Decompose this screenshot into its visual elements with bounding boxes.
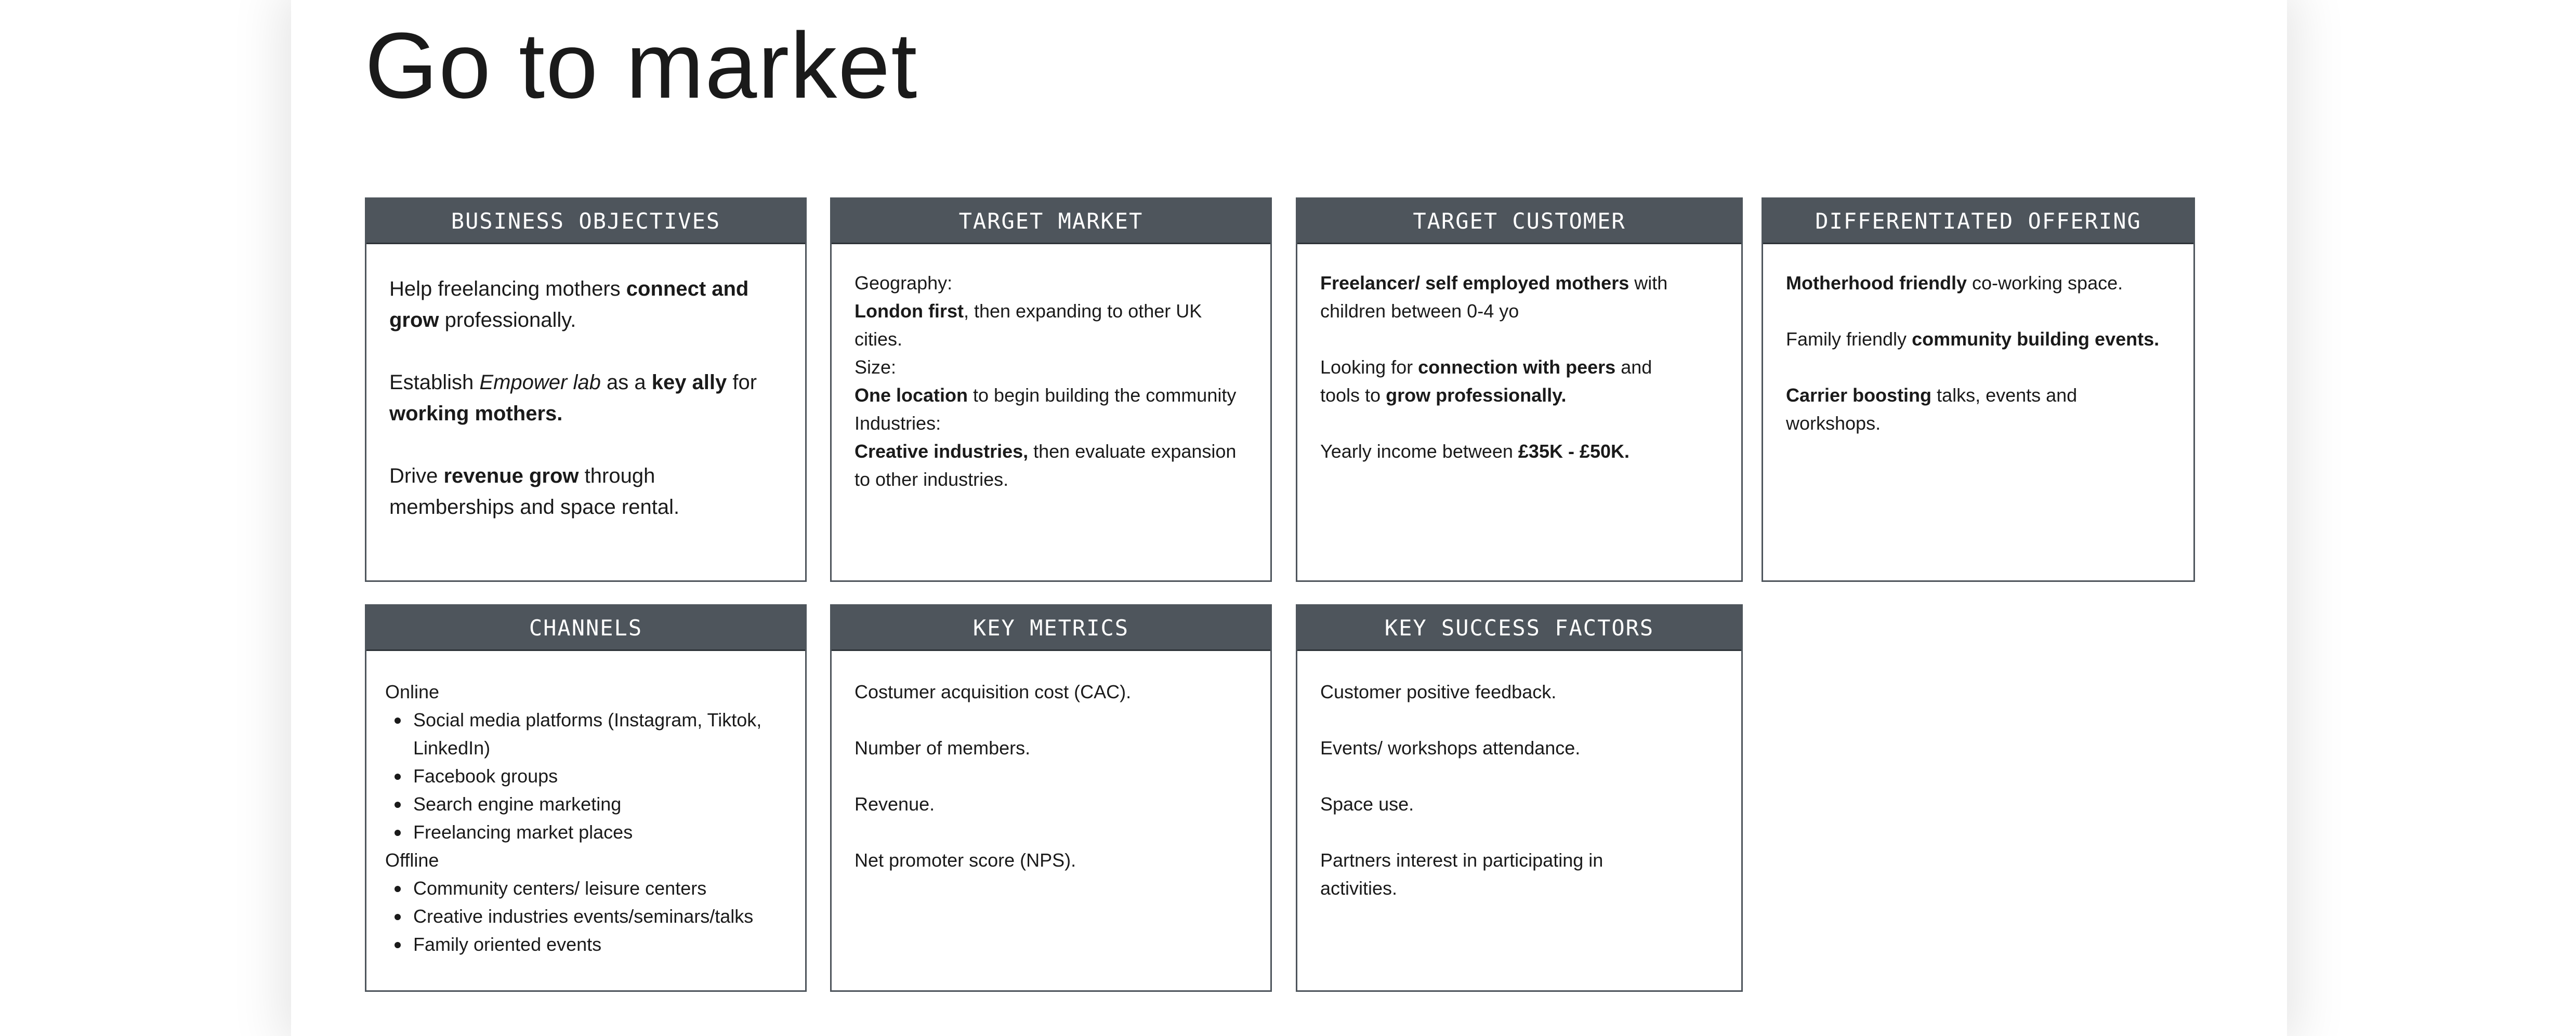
customer-income: Yearly income between £35K - £50K. — [1320, 441, 1630, 462]
offering-talks: Carrier boosting talks, events and workshops. — [1786, 384, 2078, 434]
target-customer-card — [1296, 197, 1743, 582]
card-header: BUSINESS OBJECTIVES — [366, 199, 805, 244]
customer-needs: Looking for connection with peers and tools to grow professionally. — [1320, 356, 1652, 406]
card-header: TARGET CUSTOMER — [1297, 199, 1741, 244]
card-header: KEY SUCCESS FACTORS — [1297, 606, 1741, 651]
metric-revenue: Revenue. — [855, 793, 935, 815]
metric-members: Number of members. — [855, 737, 1031, 759]
card-body — [832, 244, 1270, 504]
list-item: Family oriented events — [413, 931, 782, 959]
card-body — [366, 244, 805, 533]
channels-online-list — [385, 706, 782, 846]
card-body — [832, 651, 1270, 885]
target-market-card — [830, 197, 1272, 582]
factor-feedback: Customer positive feedback. — [1320, 681, 1557, 702]
card-header: KEY METRICS — [832, 606, 1270, 651]
list-item: Social media platforms (Instagram, Tiktok, LinkedIn) — [413, 706, 782, 762]
differentiated-offering-card — [1762, 197, 2195, 582]
card-header: CHANNELS — [366, 606, 805, 651]
objective-revenue: Drive revenue grow through memberships and space rental. — [389, 464, 680, 519]
objective-ally: Establish Empower lab as a key ally for working mothers. — [389, 371, 757, 425]
offering-coworking: Motherhood friendly co-working space. — [1786, 272, 2123, 294]
offering-events: Family friendly community building events. — [1786, 328, 2160, 350]
channels-offline-label: Offline — [385, 849, 439, 871]
key-metrics-card — [830, 604, 1272, 992]
market-industries: Creative industries, then evaluate expansion to other industries. — [855, 441, 1237, 490]
factor-space-use: Space use. — [1320, 793, 1414, 815]
card-header: DIFFERENTIATED OFFERING — [1763, 199, 2193, 244]
market-geography: London first, then expanding to other UK cities. — [855, 300, 1202, 350]
factor-partners: Partners interest in participating in activities. — [1320, 849, 1604, 899]
metric-nps: Net promoter score (NPS). — [855, 849, 1076, 871]
channels-card — [365, 604, 807, 992]
card-body — [1297, 651, 1741, 913]
metric-cac: Costumer acquisition cost (CAC). — [855, 681, 1132, 702]
objective-connect: Help freelancing mothers connect and grow professionally. — [389, 277, 749, 331]
factor-attendance: Events/ workshops attendance. — [1320, 737, 1581, 759]
card-body — [366, 651, 805, 969]
list-item: Freelancing market places — [413, 818, 782, 846]
page-title: Go to market — [365, 14, 918, 118]
key-success-factors-card — [1296, 604, 1743, 992]
business-objectives-card — [365, 197, 807, 582]
channels-online-label: Online — [385, 681, 440, 702]
list-item: Community centers/ leisure centers — [413, 874, 782, 902]
list-item: Creative industries events/seminars/talks — [413, 902, 782, 931]
market-size: One location to begin building the community — [855, 384, 1237, 406]
card-body — [1763, 244, 2193, 448]
card-body — [1297, 244, 1741, 476]
list-item: Facebook groups — [413, 762, 782, 790]
market-industries-label: Industries: — [855, 413, 941, 434]
market-size-label: Size: — [855, 356, 897, 378]
card-header: TARGET MARKET — [832, 199, 1270, 244]
customer-profile: Freelancer/ self employed mothers with children between 0-4 yo — [1320, 272, 1668, 322]
channels-offline-list — [385, 874, 782, 959]
market-geography-label: Geography: — [855, 272, 953, 294]
list-item: Search engine marketing — [413, 790, 782, 818]
